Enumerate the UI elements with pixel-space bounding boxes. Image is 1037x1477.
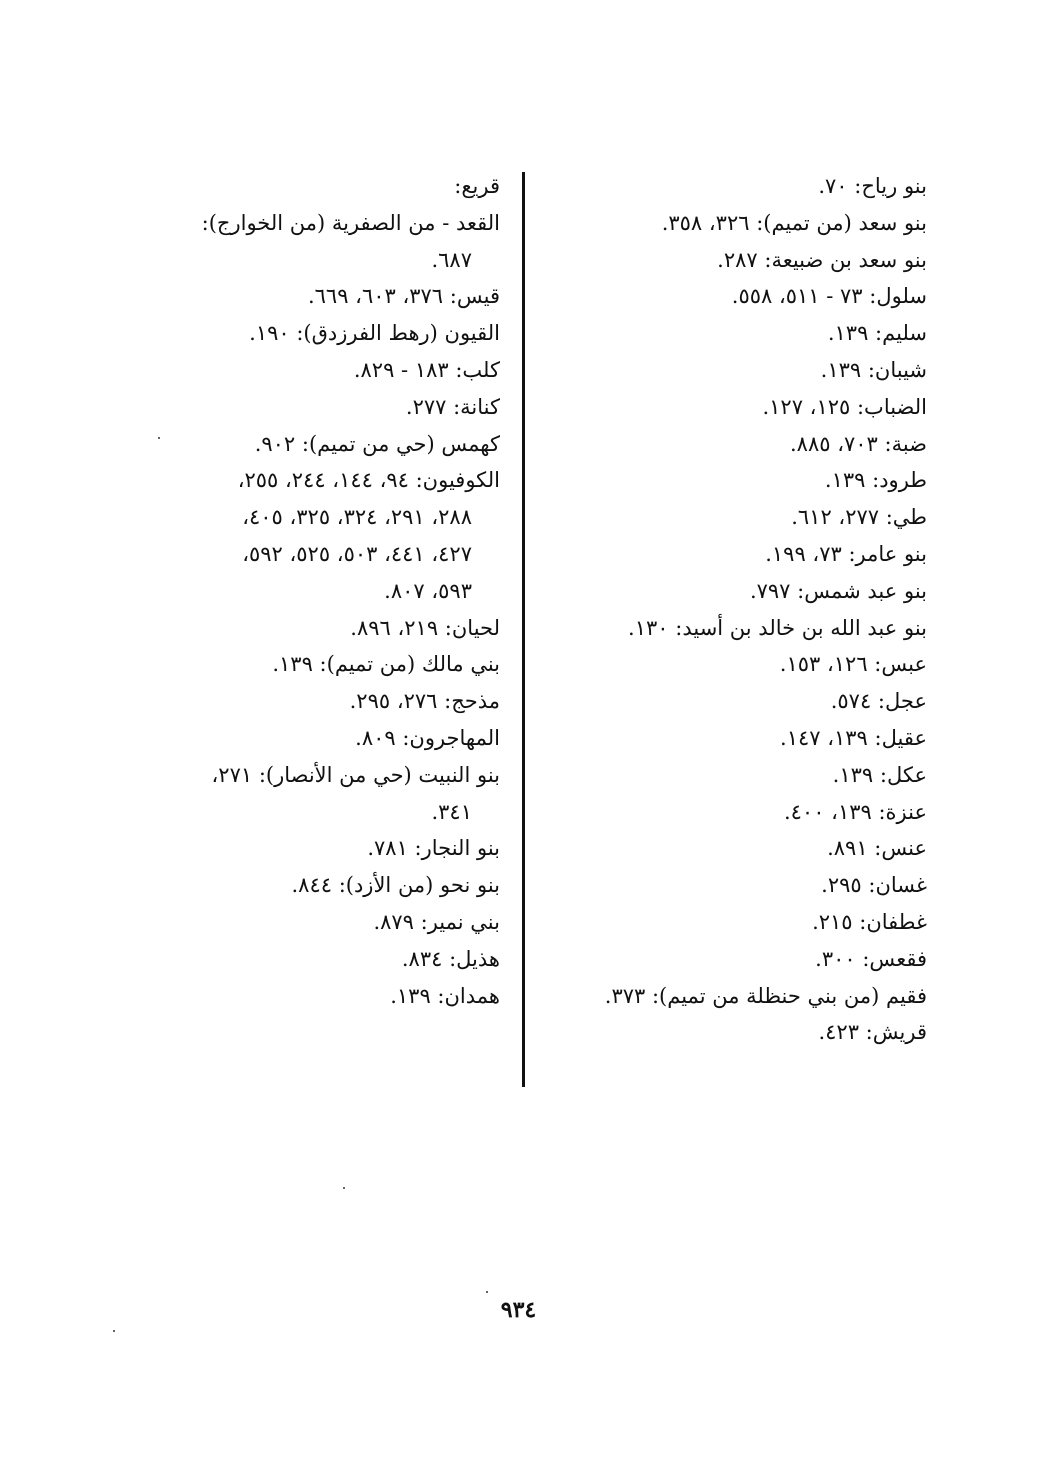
index-entry: القيون (رهط الفرزدق): ١٩٠. — [249, 321, 500, 346]
index-column-right — [517, 168, 927, 1051]
index-entry: المهاجرون: ٨٠٩. — [355, 725, 500, 750]
index-entry: لحيان: ٢١٩، ٨٩٦. — [350, 615, 500, 640]
index-entry: الكوفيون: ٩٤، ١٤٤، ٢٤٤، ٢٥٥، — [237, 468, 500, 493]
index-entry: همدان: ١٣٩. — [390, 983, 500, 1008]
scan-speck — [158, 437, 160, 439]
index-entry: القعد - من الصفرية (من الخوارج): — [201, 210, 500, 235]
index-entry: ٢٨٨، ٢٩١، ٣٢٤، ٣٢٥، ٤٠٥، — [242, 505, 472, 530]
index-entry: بنو نحو (من الأزد): ٨٤٤. — [291, 873, 500, 898]
index-entry: بنو النبيت (حي من الأنصار): ٢٧١، — [211, 762, 500, 787]
index-entry: بنو عامر: ٧٣، ١٩٩. — [765, 541, 927, 566]
index-entry: غسان: ٢٩٥. — [821, 873, 927, 898]
index-entry: ٥٩٣، ٨٠٧. — [384, 578, 472, 603]
page-number: ٩٣٤ — [500, 1297, 537, 1323]
index-entry: فقعس: ٣٠٠. — [815, 946, 927, 971]
index-entry: الضباب: ١٢٥، ١٢٧. — [762, 394, 927, 419]
index-entry: مذحج: ٢٧٦، ٢٩٥. — [349, 689, 500, 714]
index-entry: هذيل: ٨٣٤. — [401, 946, 500, 971]
index-entry: سلول: ٧٣ - ٥١١، ٥٥٨. — [731, 284, 927, 309]
index-entry: ٦٨٧. — [431, 247, 472, 272]
index-entry: بني نمير: ٨٧٩. — [373, 909, 500, 934]
index-entry: عبس: ١٢٦، ١٥٣. — [779, 652, 927, 677]
index-entry: ٤٢٧، ٤٤١، ٥٠٣، ٥٢٥، ٥٩٢، — [242, 541, 472, 566]
index-entry: طي: ٢٧٧، ٦١٢. — [791, 505, 927, 530]
index-entry: بنو النجار: ٧٨١. — [367, 836, 500, 861]
index-entry: عجل: ٥٧٤. — [830, 689, 927, 714]
index-entry: عنس: ٨٩١. — [827, 836, 927, 861]
index-entry: بنو عبد شمس: ٧٩٧. — [749, 578, 927, 603]
index-entry: شيبان: ١٣٩. — [820, 357, 927, 382]
index-column-left — [100, 168, 500, 1014]
index-entry: فقيم (من بني حنظلة من تميم): ٣٧٣. — [604, 983, 927, 1008]
index-entry: عنزة: ١٣٩، ٤٠٠. — [783, 799, 927, 824]
index-entry: طرود: ١٣٩. — [824, 468, 927, 493]
index-entry: قريش: ٤٢٣. — [818, 1020, 927, 1045]
index-entry: بنو سعد بن ضبيعة: ٢٨٧. — [717, 247, 927, 272]
index-entry: كلب: ١٨٣ - ٨٢٩. — [353, 357, 500, 382]
index-entry: غطفان: ٢١٥. — [812, 909, 927, 934]
index-entry: سليم: ١٣٩. — [827, 321, 927, 346]
scan-speck — [113, 1330, 115, 1332]
index-entry: بني مالك (من تميم): ١٣٩. — [272, 652, 500, 677]
index-entry: بنو رياح: ٧٠. — [818, 174, 927, 198]
index-entry: كهمس (حي من تميم): ٩٠٢. — [254, 431, 500, 456]
index-entry: ضبة: ٧٠٣، ٨٨٥. — [789, 431, 927, 456]
index-entry: قيس: ٣٧٦، ٦٠٣، ٦٦٩. — [307, 284, 500, 309]
column-divider — [522, 172, 525, 1087]
index-entry: عكل: ١٣٩. — [832, 762, 927, 787]
scan-speck — [486, 1291, 488, 1293]
index-entry: ٣٤١. — [431, 799, 472, 824]
scan-speck — [343, 1187, 345, 1189]
index-entry: بنو سعد (من تميم): ٣٢٦، ٣٥٨. — [661, 210, 927, 235]
index-entry: عقيل: ١٣٩، ١٤٧. — [780, 725, 927, 750]
index-entry: كنانة: ٢٧٧. — [405, 394, 500, 419]
index-entry: قريع: — [454, 174, 500, 198]
index-entry: بنو عبد الله بن خالد بن أسيد: ١٣٠. — [628, 615, 927, 640]
